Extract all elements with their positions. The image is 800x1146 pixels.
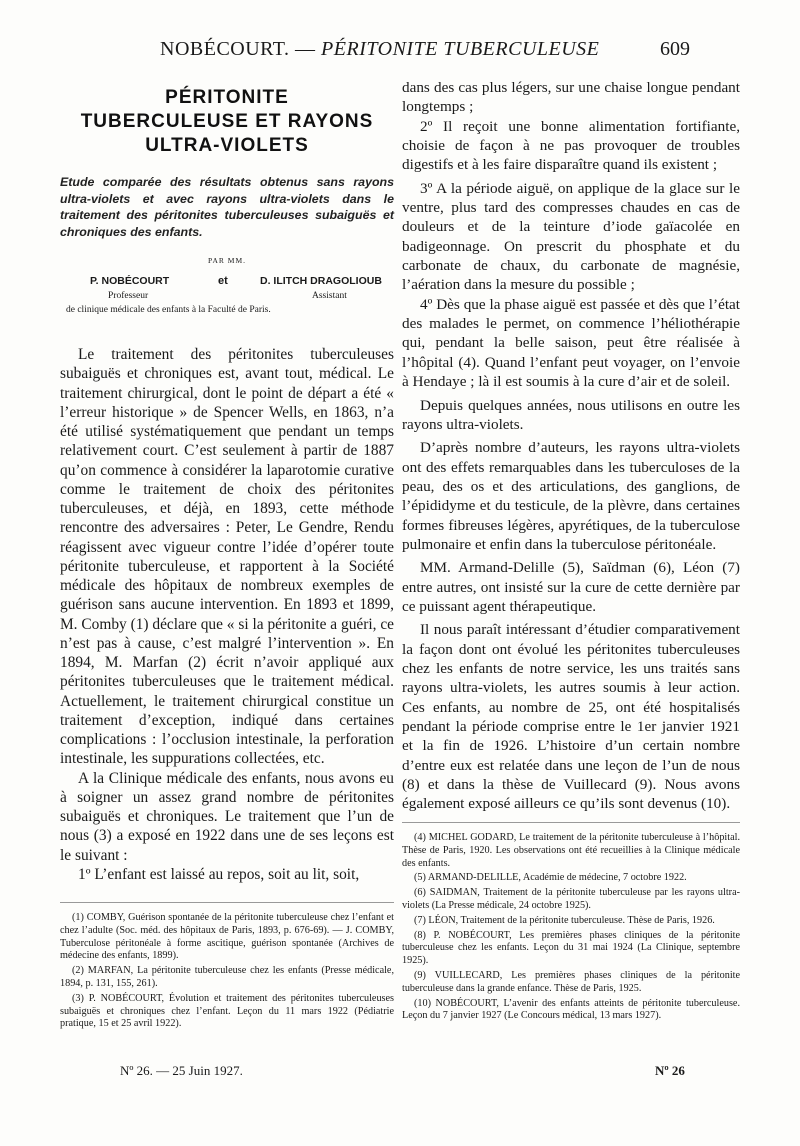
footnote: (5) ARMAND-DELILLE, Académie de médecine, 7 octobre 1922. xyxy=(414,872,687,884)
page-number: 609 xyxy=(660,38,690,60)
article-subtitle: Etude comparée des résultats obtenus sans rayons ultra-violets et avec rayons ultra-violets dans le traitement des péritonites tuberculeuses subaiguës et chroniques des enfants. xyxy=(60,175,394,239)
footnote: (1) COMBY, Guérison spontanée de la péritonite tuberculeuse chez l’enfant et chez l’adulte (Soc. méd. des hôpitaux de Paris, 1893, p. 676-69). — J. COMBY, Tuberculose péritonéale à forme ascitique, guérison spontanée (Archives de médecine des enfants, 1899). xyxy=(60,912,394,962)
author-role-assistant: Assistant xyxy=(312,291,347,301)
footnote: (3) P. NOBÉCOURT, Évolution et traitement des péritonites tuberculeuses subaiguës et chroniques chez l’enfant. Leçon du 11 mars 1922 (Pédiatrie pratique, 15 et 25 avril 1922). xyxy=(60,992,394,1030)
footnote: (6) SAIDMAN, Traitement de la péritonite tuberculeuse par les rayons ultra-violets (La Presse médicale, 24 octobre 1925). xyxy=(402,887,740,911)
article-title xyxy=(60,86,394,158)
issue-date: Nº 26. — 25 Juin 1927. xyxy=(120,1063,243,1078)
affiliation: de clinique médicale des enfants à la Faculté de Paris. xyxy=(66,305,271,315)
paragraph: Le traitement des péritonites tuberculeuses subaiguës et chroniques est, avant tout, médical. Le traitement chirurgical, dont le point de départ a été « l’erreur historique » de Spencer Wells, en 1863, n’a été utilisé systématiquement que pendant un temps relativement court. C’est seulement à partir de 1887 qu’on commence à considérer la laparotomie curative comme le traitement de choix des péritonites tuberculeuses, et déjà, en 1893, cette méthode rencontre des adversaires : Peter, Le Gendre, Rendu réagissent avec vigueur contre l’idée d’opérer toute péritonite tuberculeuse, et rapportent à la Société médicale des hôpitaux de nombreux exemples de guérison sans aucune intervention. En 1893 et 1899, M. Comby (1) déclare que « si la péritonite a guéri, ce n’est pas à cause, c’est malgré l’intervention ». En 1894, M. Marfan (2) écrit n’avoir appliqué aux péritonites tuberculeuses que le traitement médical. Actuellement, le traitement chirurgical constitue un traitement d’exception, indiqué dans certaines complications : l’occlusion intestinale, la perforation intestinale, les suppurations collectées, etc. xyxy=(60,346,394,768)
right-column xyxy=(402,78,740,814)
par-mm: PAR MM. xyxy=(208,256,246,265)
footnote: (7) LÉON, Traitement de la péritonite tuberculeuse. Thèse de Paris, 1926. xyxy=(414,914,715,926)
paragraph: 1º L’enfant est laissé au repos, soit au lit, soit, xyxy=(78,865,360,883)
paragraph: D’après nombre d’auteurs, les rayons ultra-violets ont des effets remarquables dans les tuberculoses de la peau, des os et des articulations, des ganglions, de l’épididyme et du testicule, de la plèvre, dans certaines formes fibreuses légères, apyrétiques, de la tuberculose pulmonaire et enfin dans la tuberculose péritonéale. xyxy=(402,439,740,553)
footnote-rule xyxy=(60,902,394,903)
left-body xyxy=(60,345,394,884)
author-dragolioub: D. ILITCH DRAGOLIOUB xyxy=(260,275,382,287)
author-conjunction: et xyxy=(218,275,228,287)
issue-number: Nº 26 xyxy=(655,1063,685,1078)
paragraph: Il nous paraît intéressant d’étudier comparativement la façon dont ont évolué les péritonites tuberculeuses chez les enfants de notre service, les uns traités sans rayons ultra-violets, les autres soumis à leur action. Ces enfants, au nombre de 25, ont été hospitalisés pendant la période comprise entre le 1er janvier 1921 et la fin de 1926. L’histoire d’un certain nombre d’entre eux est relatée dans une leçon de l’un de nous (8) et dans la thèse de Vuillecard (9). Nous avons également exposé ailleurs ce qu’ils sont devenus (10). xyxy=(402,621,740,813)
footnote: (2) MARFAN, La péritonite tuberculeuse chez les enfants (Presse médicale, 1894, p. 131, 155, 261). xyxy=(60,965,394,989)
paragraph: 4º Dès que la phase aiguë est passée et dès que l’état des malades le permet, on commence l’héliothérapie qui, pendant la belle saison, peut être réalisée à l’hôpital (4). Quand l’enfant peut voyager, on l’envoie à Hendaye ; là il est soumis à la cure d’air et de soleil. xyxy=(402,295,740,391)
left-column xyxy=(60,78,394,884)
footnotes-right xyxy=(402,832,740,1025)
paragraph: MM. Armand-Delille (5), Saïdman (6), Léon (7) entre autres, ont insisté sur la cure de cette dernière par ce puissant agent thérapeutique. xyxy=(402,559,740,615)
title-line: ULTRA-VIOLETS xyxy=(145,135,309,156)
running-head xyxy=(120,36,690,66)
footnote: (8) P. NOBÉCOURT, Les premières phases cliniques de la péritonite tuberculeuse chez les enfants. Leçon du 31 mai 1924 (La Clinique, septembre 1925). xyxy=(402,929,740,967)
authors-block xyxy=(60,275,394,321)
paragraph: dans des cas plus légers, sur une chaise longue pendant longtemps ; xyxy=(402,79,740,116)
paragraph: A la Clinique médicale des enfants, nous avons eu à soigner un assez grand nombre de péritonites subaiguës et chroniques. Le traitement que l’un de nous (3) a exposé en 1922 dans une de ses leçons est le suivant : xyxy=(60,769,394,864)
paragraph: 2º Il reçoit une bonne alimentation fortifiante, choisie de façon à ne pas provoquer de troubles digestifs et à les faire disparaître quand ils existent ; xyxy=(402,117,740,174)
paragraph: 3º A la période aiguë, on applique de la glace sur le ventre, plus tard des compresses chaudes en cas de douleurs et de la teinture d’iode gaïacolée en badigeonnage. On prescrit du phosphate et du carbonate de chaux, du carbonate de magnésie, l’aération dans la mesure du possible ; xyxy=(402,179,740,294)
footnote: (10) NOBÉCOURT, L’avenir des enfants atteints de péritonite tuberculeuse. Leçon du 7 janvier 1927 (Le Concours médical, 13 mars 1927). xyxy=(402,997,740,1022)
title-line: TUBERCULEUSE ET RAYONS xyxy=(80,111,374,132)
footnote-rule xyxy=(402,822,740,823)
footnotes-left xyxy=(60,912,394,1033)
footnote: (9) VUILLECARD, Les premières phases cliniques de la péritonite tuberculeuse dans la grande enfance. Thèse de Paris, 1925. xyxy=(402,969,740,994)
author-nobecourt: P. NOBÉCOURT xyxy=(90,275,170,287)
footnote: (4) MICHEL GODARD, Le traitement de la péritonite tuberculeuse à l’hôpital. Thèse de Paris, 1920. Les observations ont été recueillies à la Clinique médicale des enfants. xyxy=(402,832,740,869)
right-body xyxy=(402,78,740,814)
running-title: NOBÉCOURT. — PÉRITONITE TUBERCULEUSE xyxy=(160,38,600,60)
title-line: PÉRITONITE xyxy=(165,87,289,108)
author-role-professeur: Professeur xyxy=(108,291,149,301)
paragraph: Depuis quelques années, nous utilisons en outre les rayons ultra-violets. xyxy=(402,396,740,433)
